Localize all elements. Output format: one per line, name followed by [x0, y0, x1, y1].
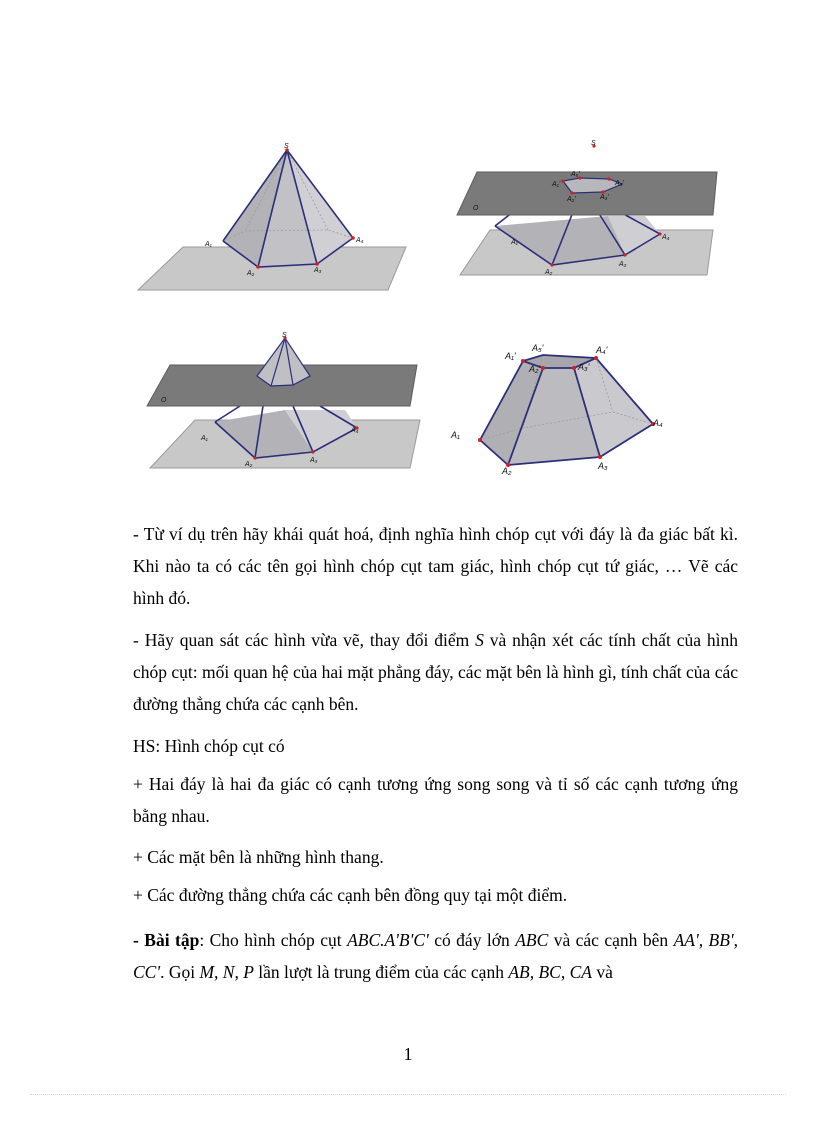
label-top-a3: A₃' [600, 194, 609, 201]
label-a3: A₃ [314, 267, 322, 274]
math: ABC [515, 930, 549, 950]
point-a1p [521, 359, 525, 363]
paragraph-exercise [133, 924, 738, 988]
point-s-italic: S [475, 630, 484, 650]
label-a5p: A₅' [532, 343, 544, 353]
paragraph-property-1: + Hai đáy là hai đa giác có cạnh tương ứng song song và tỉ số các cạnh tương ứng bằng nhau. [133, 774, 738, 826]
text: và các cạnh bên [548, 930, 674, 950]
math: ABC.A'B'C' [347, 930, 429, 950]
point-a4 [351, 236, 355, 240]
point-a2 [256, 265, 260, 269]
text: - Hãy quan sát các hình vừa vẽ, thay đổi điểm [133, 630, 476, 650]
text: : Cho hình chóp cụt [199, 930, 348, 950]
math: M, N, P [199, 962, 254, 982]
label-a1: A₁ [511, 239, 518, 246]
point [311, 450, 314, 453]
text: lần lượt là trung điểm của các cạnh [253, 962, 509, 982]
label-a1: A₁ [201, 435, 208, 442]
label-a4: A₄ [356, 237, 364, 244]
point [570, 191, 573, 194]
label-a4p: A₄' [596, 345, 608, 355]
figure-cut-plane [455, 140, 730, 285]
label-a4: A₄ [351, 427, 359, 434]
label-a1: A₁ [205, 241, 212, 248]
label-plane: O [473, 205, 479, 212]
label-top-a2: A₂' [567, 196, 576, 203]
text: và nhận xét các tính chất của hình chóp cụt: mối quan hệ của hai mặt phẳng đáy, các mặt bên là hình gì, tính chất của các đường thẳng chứa các cạnh bên. [133, 630, 738, 714]
point-a4p [594, 356, 598, 360]
label-a2: A₂ [545, 269, 553, 276]
figure-frustum [448, 340, 678, 480]
math: AA', BB', CC' [133, 930, 739, 982]
text: . Gọi [160, 962, 200, 982]
paragraph-property-3: + Các đường thẳng chứa các cạnh bên đồng quy tại một điểm. [133, 885, 568, 905]
paragraph-observe [133, 624, 738, 720]
exercise-label: - Bài tập [133, 930, 200, 950]
label-a4: A₄ [662, 234, 670, 241]
label-a4: A₄ [653, 418, 663, 428]
label-plane: O [161, 397, 167, 404]
label-a3: A₃ [310, 457, 318, 464]
label-a2: A₂ [247, 270, 255, 277]
point [623, 253, 626, 256]
label-a2: A₂ [502, 466, 512, 476]
footer-divider [30, 1094, 786, 1095]
label-s: S [282, 332, 287, 339]
label-a1p: A₁' [505, 351, 516, 361]
text: có đáy lớn [428, 930, 516, 950]
figure-split-pyramid [145, 330, 430, 480]
paragraph-hs: HS: Hình chóp cụt có [133, 736, 285, 756]
label-s: S [591, 140, 596, 147]
label-a3p: A₃' [578, 362, 590, 372]
text: và [591, 962, 613, 982]
figure-pyramid [133, 140, 423, 300]
label-s: S [284, 143, 289, 150]
point-a2p [541, 366, 545, 370]
point-a3p [572, 366, 576, 370]
label-a2p: A₂' [529, 364, 541, 374]
label-top-a4: A₄' [615, 180, 624, 187]
label-a3: A₃ [619, 261, 627, 268]
label-a3: A₃ [598, 461, 608, 471]
paragraph-definition: - Từ ví dụ trên hãy khái quát hoá, định nghĩa hình chóp cụt với đáy là đa giác bất kì. Khi nào ta có các tên gọi hình chóp cụt tam giác, hình chóp cụt tứ giác, … Vẽ các hình đó. [133, 524, 738, 608]
point [607, 177, 610, 180]
point [253, 456, 256, 459]
point [561, 179, 564, 182]
label-a1: A₁ [451, 430, 460, 440]
page-number: 1 [403, 1044, 413, 1064]
label-top-a5: A₅' [571, 171, 580, 178]
math: AB, BC, CA [508, 962, 592, 982]
label-top-a1: A₁' [552, 181, 561, 188]
point-a3 [598, 455, 602, 459]
paragraph-property-2: + Các mặt bên là những hình thang. [133, 847, 384, 867]
point-a1 [478, 438, 482, 442]
point [550, 263, 553, 266]
label-a2: A₂ [245, 461, 253, 468]
point-a3 [315, 262, 319, 266]
